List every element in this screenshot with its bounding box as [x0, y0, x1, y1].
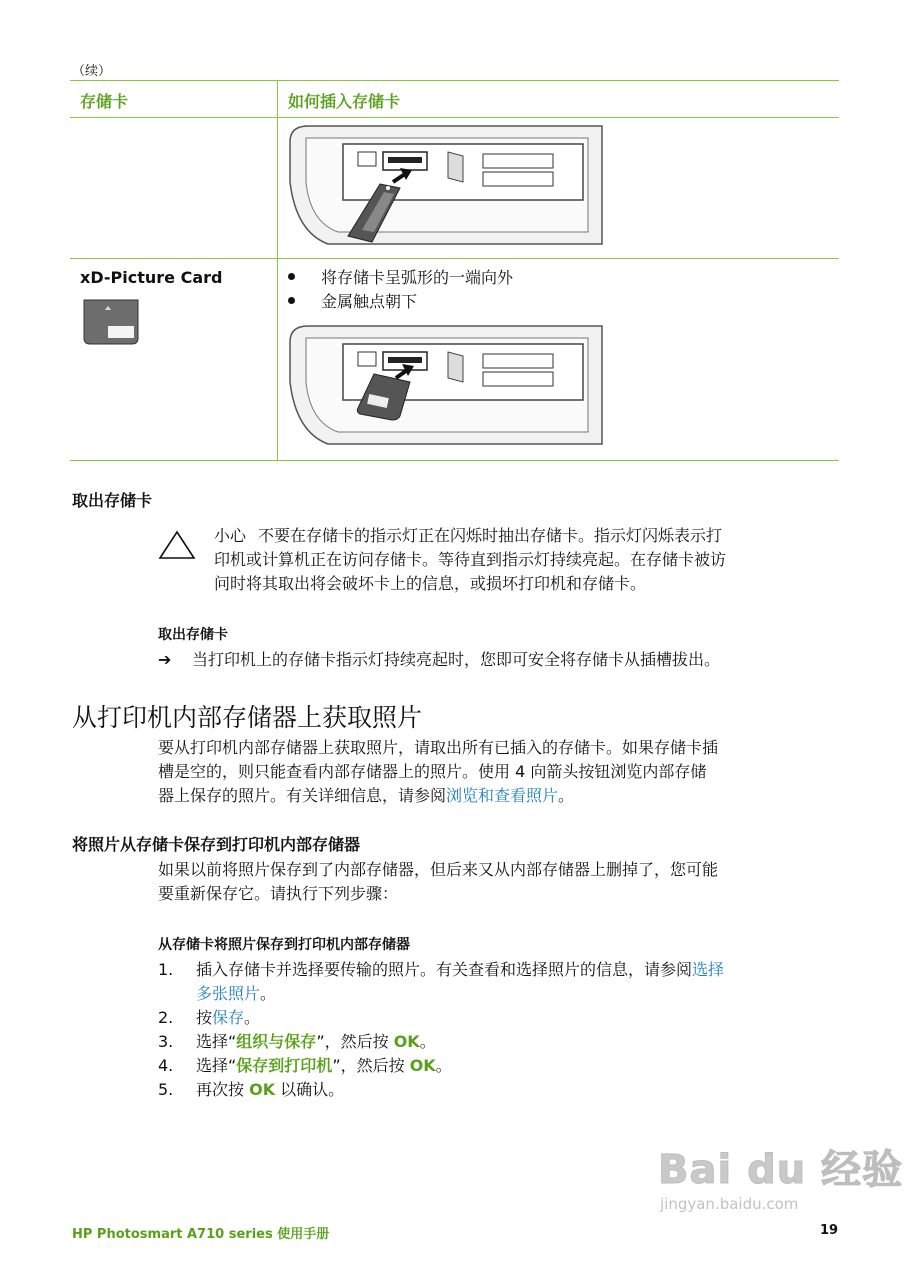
save-subheading: 从存储卡将照片保存到打印机内部存储器 — [158, 937, 410, 953]
save-paragraph: 如果以前将照片保存到了内部存储器，但后来又从内部存储器上删掉了，您可能 要重新保存它。请执行下列步骤： — [158, 860, 719, 903]
ok-label: OK — [249, 1080, 276, 1099]
save-heading: 将照片从存储卡保存到打印机内部存储器 — [72, 835, 361, 854]
list-item: 4. 选择“保存到打印机”，然后按 OK。 — [158, 1056, 452, 1075]
bullet-item: 将存储卡呈弧形的一端向外 — [288, 266, 513, 290]
card-slot-illustration-2 — [288, 322, 604, 446]
ok-label: OK — [393, 1032, 420, 1051]
list-item: 1. 插入存储卡并选择要传输的照片。有关查看和选择照片的信息，请参阅选择 — [158, 960, 725, 979]
select-photos-link[interactable]: 选择 — [692, 960, 725, 979]
list-item-continued: 多张照片。 — [196, 984, 277, 1003]
caution-block: 小心 不要在存储卡的指示灯正在闪烁时抽出存储卡。指示灯闪烁表示打 印机或计算机正在访问存储卡。等待直到指示灯持续亮起。在存储卡被访 问时将其取出将会破坏卡上的信息，或损坏打印机和存储卡。 — [214, 526, 727, 593]
table-column-divider — [277, 80, 278, 460]
continued-label: （续） — [72, 64, 112, 79]
table-header-insert: 如何插入存储卡 — [288, 92, 401, 111]
remove-step: ➔ 当打印机上的存储卡指示灯持续亮起时，您即可安全将存储卡从插槽拔出。 — [158, 648, 858, 672]
select-photos-link-continued[interactable]: 多张照片 — [196, 984, 261, 1003]
page-number: 19 — [820, 1223, 839, 1238]
save-steps-list — [158, 958, 858, 1102]
xd-card-name: xD-Picture Card — [80, 268, 223, 287]
baidu-watermark — [658, 1138, 903, 1213]
organize-save-label: 组织与保存 — [236, 1032, 317, 1051]
remove-subheading: 取出存储卡 — [158, 627, 228, 643]
xd-card-icon — [80, 298, 142, 346]
internal-paragraph: 要从打印机内部存储器上获取照片，请取出所有已插入的存储卡。如果存储卡插 槽是空的，则只能查看内部存储器上的照片。使用 4 向箭头按钮浏览内部存储 器上保存的照片。有关详细信息，请参阅浏览和查看照片。 — [158, 738, 719, 805]
browse-photos-link[interactable]: 浏览和查看照片 — [446, 786, 559, 805]
save-link[interactable]: 保存 — [212, 1008, 245, 1027]
list-item: 5. 再次按 OK 以确认。 — [158, 1080, 345, 1099]
bullet-icon — [288, 297, 295, 304]
ok-label: OK — [409, 1056, 436, 1075]
arrow-icon: ➔ — [158, 650, 172, 669]
watermark-brand: Bai du 经验 — [658, 1147, 904, 1193]
save-to-printer-label: 保存到打印机 — [236, 1056, 333, 1075]
caution-label: 小心 — [214, 526, 247, 545]
internal-heading: 从打印机内部存储器上获取照片 — [72, 703, 423, 732]
table-header-card: 存储卡 — [80, 92, 129, 111]
card-slot-illustration-1 — [288, 122, 604, 246]
list-item: 3. 选择“组织与保存”，然后按 OK。 — [158, 1032, 436, 1051]
watermark-url: jingyan.baidu.com — [660, 1195, 799, 1213]
table-header-rule — [70, 117, 839, 118]
list-item: 2. 按保存。 — [158, 1008, 261, 1027]
footer-title: HP Photosmart A710 series 使用手册 — [72, 1227, 330, 1242]
table-top-rule — [70, 80, 839, 81]
bullet-item: 金属触点朝下 — [288, 290, 417, 314]
table-bottom-rule — [70, 460, 839, 461]
bullet-icon — [288, 273, 295, 280]
table-row-rule — [70, 258, 839, 259]
remove-heading: 取出存储卡 — [72, 491, 153, 510]
warning-icon — [158, 530, 196, 560]
